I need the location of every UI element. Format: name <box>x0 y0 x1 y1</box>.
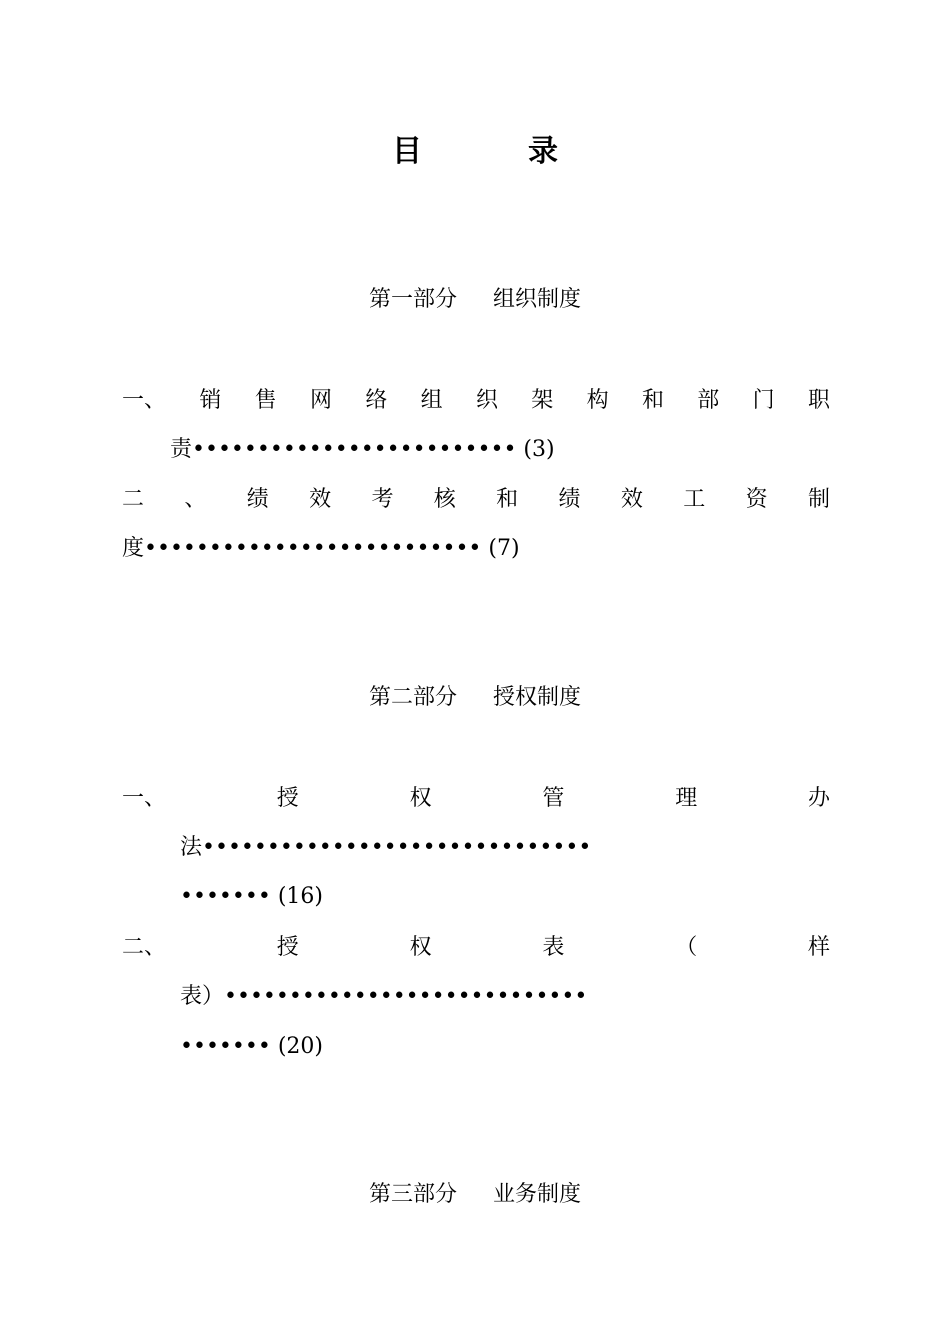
part-1-label: 第一部分 <box>368 287 457 312</box>
toc-char: 和 <box>641 388 664 413</box>
toc-char: 考 <box>371 487 394 512</box>
part-2-name: 授权制度 <box>493 685 582 710</box>
toc-entry-2-2-line2[interactable]: 表）•••••••••••••••••••••••••••• <box>180 984 588 1009</box>
toc-char: 络 <box>365 388 388 413</box>
toc-char: 织 <box>475 388 498 413</box>
part-2-label: 第二部分 <box>368 685 457 710</box>
part-3-label: 第三部分 <box>368 1182 457 1207</box>
toc-entry-2-1-line2[interactable]: 法•••••••••••••••••••••••••••••• <box>180 835 592 860</box>
toc-char: 授 <box>276 786 299 811</box>
page-title: 目 录 <box>392 134 596 169</box>
toc-entry-2-1-line3[interactable]: ••••••• (16) <box>180 884 323 909</box>
part-2-heading <box>0 683 950 713</box>
toc-char: 、 <box>184 487 207 512</box>
toc-char: 绩 <box>246 487 269 512</box>
toc-char: 效 <box>309 487 332 512</box>
toc-char: 工 <box>683 487 706 512</box>
toc-entry-1-1-line2[interactable]: 责••••••••••••••••••••••••• (3) <box>170 437 555 462</box>
part-1-name: 组织制度 <box>493 287 582 312</box>
part-1-heading <box>0 285 950 315</box>
toc-char: 授 <box>276 935 299 960</box>
toc-char: 部 <box>697 388 720 413</box>
toc-char: 管 <box>542 786 565 811</box>
toc-char: 办 <box>807 786 830 811</box>
toc-char: 绩 <box>558 487 581 512</box>
toc-char: 核 <box>433 487 456 512</box>
toc-char: 一、 <box>122 786 167 811</box>
toc-char: （ <box>675 935 698 960</box>
toc-char: 网 <box>309 388 332 413</box>
toc-entry-2-1-line1[interactable] <box>122 784 830 814</box>
toc-char: 一、 <box>122 388 167 413</box>
toc-char: 表 <box>542 935 565 960</box>
toc-char: 权 <box>409 935 432 960</box>
toc-char: 二、 <box>122 935 167 960</box>
toc-entry-2-2-line3[interactable]: ••••••• (20) <box>180 1034 323 1059</box>
toc-char: 样 <box>807 935 830 960</box>
toc-entry-1-1-line1[interactable] <box>122 386 830 416</box>
part-3-name: 业务制度 <box>493 1182 582 1207</box>
toc-char: 资 <box>745 487 768 512</box>
toc-char: 组 <box>420 388 443 413</box>
toc-char: 门 <box>752 388 775 413</box>
toc-char: 构 <box>586 388 609 413</box>
toc-char: 售 <box>254 388 277 413</box>
toc-entry-2-2-line1[interactable] <box>122 933 830 963</box>
part-3-heading <box>0 1180 950 1210</box>
toc-char: 职 <box>807 388 830 413</box>
toc-char: 制 <box>807 487 830 512</box>
toc-char: 架 <box>531 388 554 413</box>
toc-char: 和 <box>496 487 519 512</box>
toc-char: 二 <box>122 487 145 512</box>
toc-char: 理 <box>675 786 698 811</box>
toc-char: 权 <box>409 786 432 811</box>
toc-entry-1-2-line2[interactable]: 度•••••••••••••••••••••••••• (7) <box>122 536 520 561</box>
toc-char: 效 <box>620 487 643 512</box>
toc-entry-1-2-line1[interactable] <box>122 485 830 515</box>
toc-char: 销 <box>199 388 222 413</box>
